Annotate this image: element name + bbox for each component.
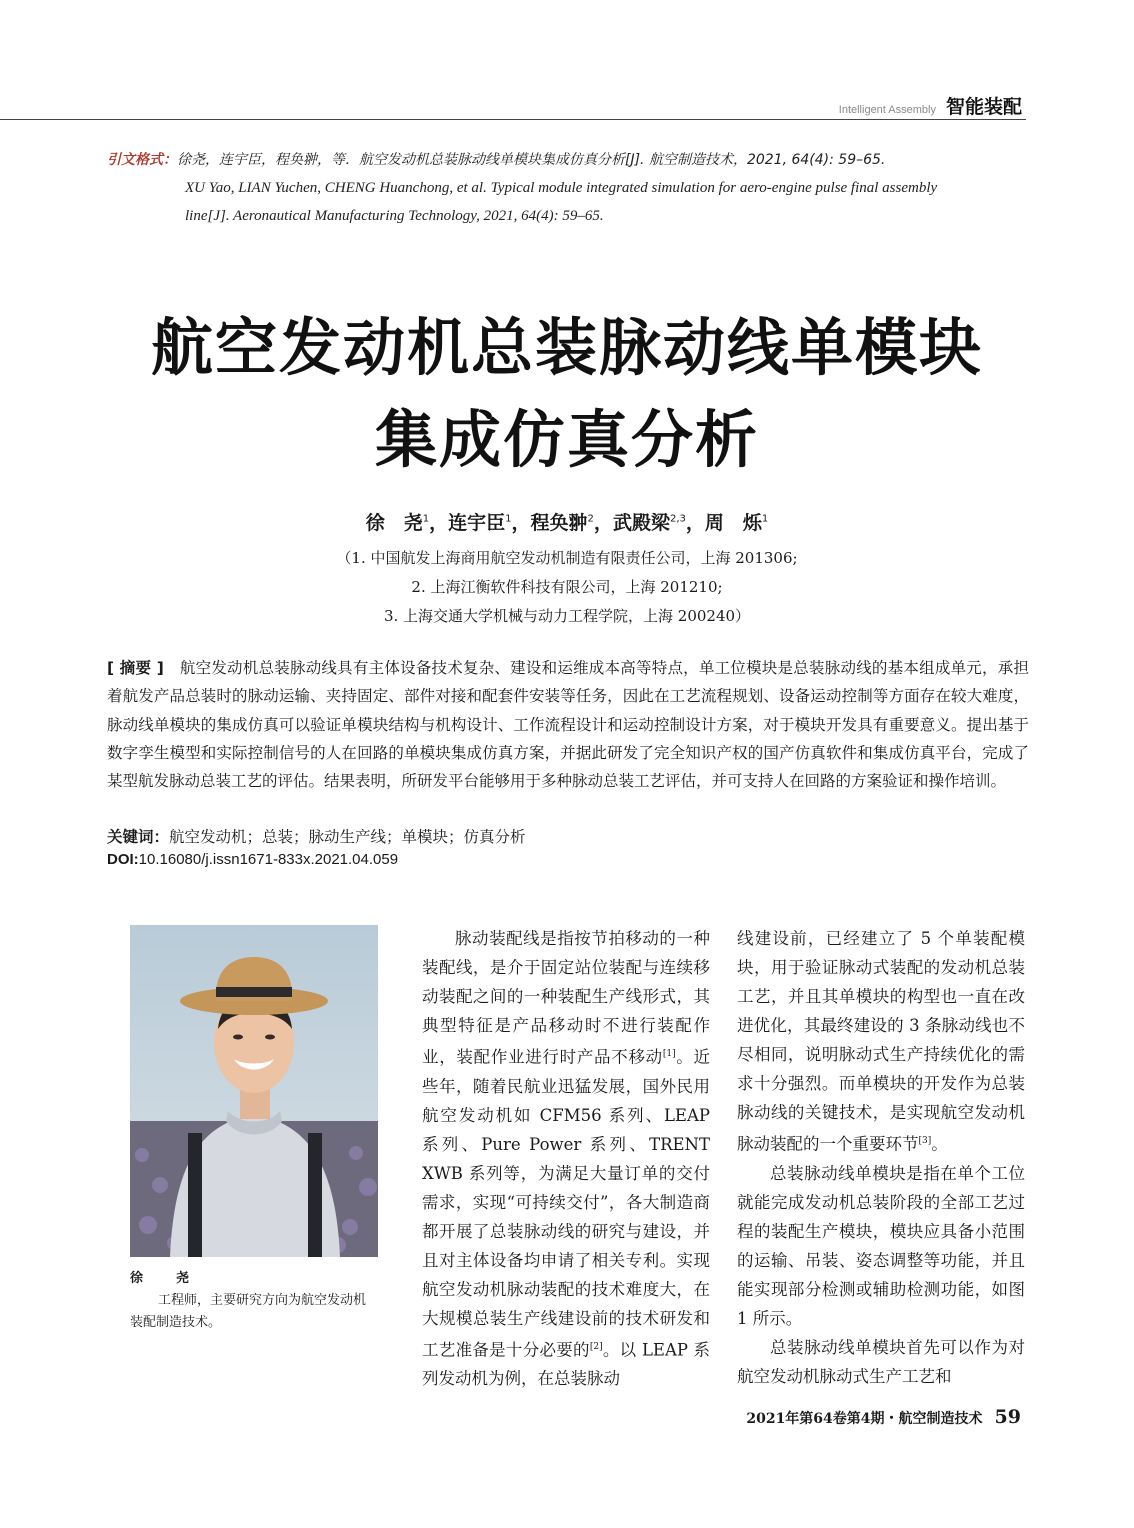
- paper-title: [0, 302, 1134, 486]
- section-cn: 智能装配: [945, 96, 1022, 118]
- doi-label: DOI:: [107, 851, 139, 868]
- keywords: [107, 824, 1029, 850]
- citation-en-2: line[J]. Aeronautical Manufacturing Technology, 2021, 64(4): 59–65.: [185, 208, 604, 224]
- body-paragraph: 总装脉动线单模块是指在单个工位就能完成发动机总装阶段的全部工艺过程的装配生产模块，模块应具备小范围的运输、吊装、姿态调整等功能，并且能实现部分检测或辅助检测功能，如图 1 所示。: [737, 1163, 1025, 1328]
- affiliation-line: 2. 上海江衡软件科技有限公司，上海 201210;: [411, 578, 723, 596]
- author-affiliation-mark: 2,3: [669, 513, 686, 525]
- citation-en-1: XU Yao, LIAN Yuchen, CHENG Huanchong, et al. Typical module integrated simulation for aero-engine pulse final assembly: [185, 180, 938, 196]
- keywords-text: 航空发动机；总装；脉动生产线；单模块；仿真分析: [169, 828, 526, 846]
- affiliations: [0, 544, 1134, 631]
- bio-text: 工程师，主要研究方向为航空发动机装配制造技术。: [130, 1293, 367, 1330]
- author-photo: [130, 925, 378, 1257]
- citation-cn: 徐尧，连宇臣，程奂翀，等．航空发动机总装脉动线单模块集成仿真分析[J]. 航空制造技术，2021, 64(4): 59–65.: [177, 152, 886, 168]
- author-name: 连宇臣: [448, 512, 506, 534]
- author-affiliation-mark: 1: [761, 513, 769, 525]
- author-affiliation-mark: 1: [422, 513, 430, 525]
- body-text: 。以 LEAP 系列发动机为例，在总装脉动: [422, 1340, 710, 1388]
- journal-info: 2021年第64卷第4期・航空制造技术: [746, 1411, 983, 1427]
- title-line-2: 集成仿真分析: [374, 403, 759, 476]
- author-name: 程奂翀: [530, 512, 588, 534]
- reference-mark: [1]: [662, 1049, 676, 1059]
- reference-mark: [3]: [918, 1136, 932, 1146]
- author-name: 武殿梁: [612, 512, 670, 534]
- body-paragraph: [422, 924, 710, 1393]
- citation-block: [107, 146, 1037, 230]
- title-line-1: 航空发动机总装脉动线单模块: [150, 311, 983, 384]
- body-text: 脉动装配线是指按节拍移动的一种装配线，是介于固定站位装配与连续移动装配之间的一种装配生产线形式，其典型特征是产品移动时不进行装配作业，装配作业进行时产品不移动: [422, 929, 710, 1067]
- reference-mark: [2]: [589, 1341, 603, 1352]
- page-footer: [746, 1406, 1021, 1428]
- doi: [107, 851, 398, 868]
- citation-label: 引文格式：: [107, 152, 177, 168]
- author-affiliation-mark: 2: [587, 513, 594, 525]
- author-bio: [130, 1268, 378, 1334]
- body-column-2: [737, 924, 1025, 1391]
- author-name: 徐 尧: [365, 512, 423, 534]
- author-name: 周 烁: [704, 512, 762, 534]
- running-header: [839, 92, 1022, 119]
- abstract: [107, 654, 1029, 795]
- page-number: 59: [994, 1406, 1021, 1428]
- bio-name: 徐 尧: [130, 1271, 200, 1286]
- header-rule: [0, 119, 1026, 120]
- body-paragraph: 总装脉动线单模块首先可以作为对航空发动机脉动式生产工艺和: [737, 1337, 1025, 1386]
- keywords-label: 关键词：: [107, 828, 170, 846]
- section-en: Intelligent Assembly: [838, 104, 936, 116]
- body-text: 线建设前，已经建立了 5 个单装配模块，用于验证脉动式装配的发动机总装工艺，并且其单模块的构型也一直在改进优化，其最终建设的 3 条脉动线也不尽相同，说明脉动式生产持续优化的需求十分强烈。而单模块的开发作为总装脉动线的关键技术，是实现航空发动机脉动装配的一个重要环节: [737, 929, 1025, 1154]
- body-text: 。: [931, 1134, 948, 1154]
- author-list: 徐 尧$^1$，连宇臣$^1$，程奂翀$^2$，武殿梁$^{2,3}$，周 烁$^1$: [365, 512, 769, 534]
- body-column-1: [422, 924, 710, 1393]
- doi-value: 10.16080/j.issn1671-833x.2021.04.059: [138, 851, 399, 868]
- abstract-text: 航空发动机总装脉动线具有主体设备技术复杂、建设和运维成本高等特点，单工位模块是总装脉动线的基本组成单元，承担着航发产品总装时的脉动运输、夹持固定、部件对接和配套件安装等任务，因此在工艺流程规划、设备运动控制等方面存在较大难度，脉动线单模块的集成仿真可以验证单模块结构与机构设计、工作流程设计和运动控制设计方案，对于模块开发具有重要意义。提出基于数字孪生模型和实际控制信号的人在回路的单模块集成仿真方案，并据此研发了完全知识产权的国产仿真软件和集成仿真平台，完成了某型航发脉动总装工艺的评估。结果表明，所研发平台能够用于多种脉动总装工艺评估，并可支持人在回路的方案验证和操作培训。: [107, 659, 1029, 791]
- body-paragraph: [737, 924, 1025, 1159]
- abstract-label: [ 摘要 ]: [107, 659, 164, 677]
- author-affiliation-mark: 1: [505, 513, 512, 525]
- affiliation-line: 3. 上海交通大学机械与动力工程学院，上海 200240）: [383, 607, 751, 625]
- affiliation-line: （1. 中国航发上海商用航空发动机制造有限责任公司，上海 201306;: [336, 549, 798, 567]
- body-text: 。近些年，随着民航业迅猛发展，国外民用航空发动机如 CFM56 系列、LEAP 系列、Pure Power 系列、TRENT XWB 系列等，为满足大量订单的交付需求，实现“可持续交付”，各大制造商都开展了总装脉动线的研究与建设，并且对主体设备均申请了相关专利。实现航空发动机脉动装配的技术难度大，在大规模总装生产线建设前的技术研发和工艺准备是十分必要的: [422, 1047, 710, 1359]
